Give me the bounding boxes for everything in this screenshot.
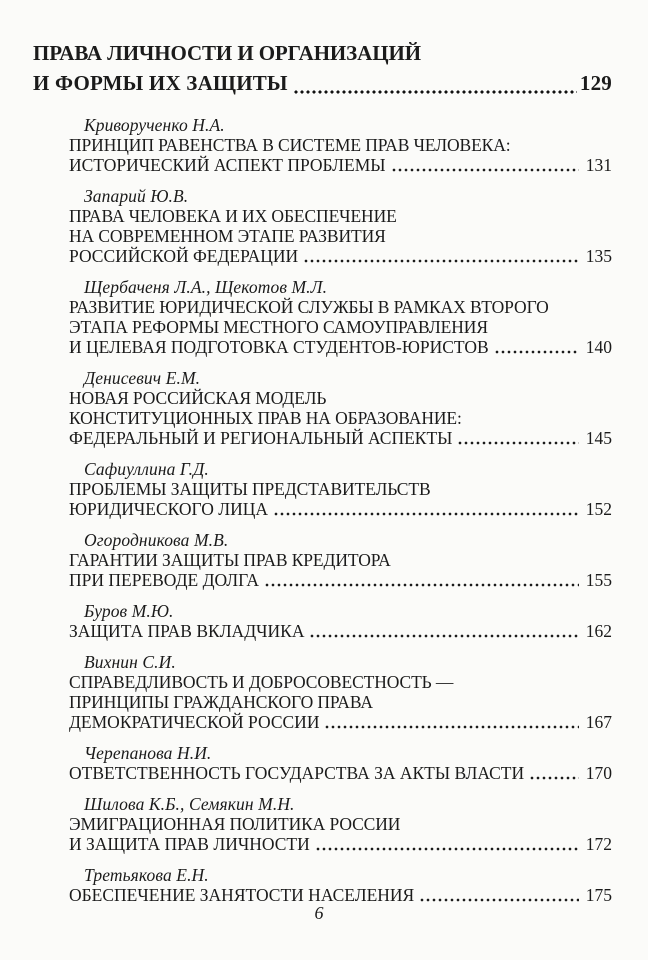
entry-authors: Черепанова Н.И.: [84, 743, 212, 763]
entry-title-line: ОТВЕТСТВЕННОСТЬ ГОСУДАРСТВА ЗА АКТЫ ВЛАСТИ: [69, 763, 525, 783]
dot-leader: [392, 168, 579, 172]
entry-title-last-row: [69, 763, 612, 783]
entry-page-number: 145: [585, 428, 612, 448]
toc-entry: [69, 743, 612, 783]
entry-title-line: ПРОБЛЕМЫ ЗАЩИТЫ ПРЕДСТАВИТЕЛЬСТВ: [69, 479, 431, 499]
entry-title-line: ЗАЩИТА ПРАВ ВКЛАДЧИКА: [69, 621, 305, 641]
entry-title-line: ЭТАПА РЕФОРМЫ МЕСТНОГО САМОУПРАВЛЕНИЯ: [69, 317, 488, 337]
entry-title-line: ПРИ ПЕРЕВОДЕ ДОЛГА: [69, 570, 259, 590]
entry-page-number: 172: [585, 834, 612, 854]
dot-leader: [304, 259, 579, 263]
section-page-number: 129: [579, 71, 612, 95]
toc-entry: [69, 459, 612, 519]
entry-authors: Третьякова Е.Н.: [84, 865, 209, 885]
dot-leader: [530, 776, 579, 780]
entry-title-last-row: [69, 834, 612, 854]
entry-title-last-row: [69, 246, 612, 266]
entry-title-line: КОНСТИТУЦИОННЫХ ПРАВ НА ОБРАЗОВАНИЕ:: [69, 408, 462, 428]
entry-page-number: 131: [585, 155, 612, 175]
entry-title-line: И ЦЕЛЕВАЯ ПОДГОТОВКА СТУДЕНТОВ-ЮРИСТОВ: [69, 337, 489, 357]
entry-title-line: ФЕДЕРАЛЬНЫЙ И РЕГИОНАЛЬНЫЙ АСПЕКТЫ: [69, 428, 453, 448]
entry-authors: Щербаченя Л.А., Щекотов М.Л.: [84, 277, 328, 297]
entry-page-number: 155: [585, 570, 612, 590]
entry-title-last-row: [69, 337, 612, 357]
dot-leader: [325, 725, 579, 729]
entry-page-number: 152: [585, 499, 612, 519]
entry-authors: Вихнин С.И.: [84, 652, 176, 672]
toc-entry: [69, 368, 612, 448]
entry-authors: Денисевич Е.М.: [84, 368, 201, 388]
entry-authors: Буров М.Ю.: [84, 601, 174, 621]
entry-authors: Криворученко Н.А.: [84, 115, 225, 135]
entry-page-number: 140: [585, 337, 612, 357]
toc-entry: [69, 794, 612, 854]
section-title-line-1: ПРАВА ЛИЧНОСТИ И ОРГАНИЗАЦИЙ: [33, 41, 421, 65]
entry-page-number: 170: [585, 763, 612, 783]
page-number-footer: 6: [314, 903, 324, 923]
entry-authors: Запарий Ю.В.: [84, 186, 189, 206]
toc-entry: [69, 865, 612, 905]
entry-title-line: ПРАВА ЧЕЛОВЕКА И ИХ ОБЕСПЕЧЕНИЕ: [69, 206, 397, 226]
entry-page-number: 167: [585, 712, 612, 732]
entry-title-line: И ЗАЩИТА ПРАВ ЛИЧНОСТИ: [69, 834, 310, 854]
entry-title-last-row: [69, 885, 612, 905]
dot-leader: [294, 90, 577, 94]
toc-entry: [69, 530, 612, 590]
entry-title-last-row: [69, 155, 612, 175]
toc-entry: [69, 652, 612, 732]
entry-authors: Сафиуллина Г.Д.: [84, 459, 209, 479]
entry-authors: Огородникова М.В.: [84, 530, 229, 550]
entry-title-line: СПРАВЕДЛИВОСТЬ И ДОБРОСОВЕСТНОСТЬ —: [69, 672, 454, 692]
entry-page-number: 175: [585, 885, 612, 905]
entry-title-last-row: [69, 570, 612, 590]
entry-title-line: НА СОВРЕМЕННОМ ЭТАПЕ РАЗВИТИЯ: [69, 226, 386, 246]
dot-leader: [274, 512, 579, 516]
entry-title-line: ПРИНЦИП РАВЕНСТВА В СИСТЕМЕ ПРАВ ЧЕЛОВЕКА:: [69, 135, 511, 155]
dot-leader: [458, 441, 579, 445]
entry-title-line: ЮРИДИЧЕСКОГО ЛИЦА: [69, 499, 269, 519]
toc-entry: [69, 277, 612, 357]
entry-page-number: 162: [585, 621, 612, 641]
section-title-line-2: И ФОРМЫ ИХ ЗАЩИТЫ: [33, 71, 288, 95]
entry-title-last-row: [69, 712, 612, 732]
entry-title-last-row: [69, 428, 612, 448]
toc-entry: [69, 186, 612, 266]
toc-entry: [69, 115, 612, 175]
toc-entry: [69, 601, 612, 641]
dot-leader: [310, 634, 579, 638]
entry-page-number: 135: [585, 246, 612, 266]
entry-title-line: ИСТОРИЧЕСКИЙ АСПЕКТ ПРОБЛЕМЫ: [69, 155, 386, 175]
section-header: [33, 38, 612, 98]
dot-leader: [316, 847, 579, 851]
dot-leader: [420, 898, 579, 902]
entry-title-line: РОССИЙСКОЙ ФЕДЕРАЦИИ: [69, 246, 299, 266]
entry-title-line: НОВАЯ РОССИЙСКАЯ МОДЕЛЬ: [69, 388, 327, 408]
entry-title-line: РАЗВИТИЕ ЮРИДИЧЕСКОЙ СЛУЖБЫ В РАМКАХ ВТОРОГО: [69, 297, 549, 317]
entry-title-last-row: [69, 621, 612, 641]
entry-title-line: ДЕМОКРАТИЧЕСКОЙ РОССИИ: [69, 712, 320, 732]
entry-title-line: ГАРАНТИИ ЗАЩИТЫ ПРАВ КРЕДИТОРА: [69, 550, 391, 570]
dot-leader: [495, 350, 579, 354]
section-title-line-2-row: [33, 68, 612, 98]
toc-entries: [69, 115, 612, 905]
entry-title-line: ОБЕСПЕЧЕНИЕ ЗАНЯТОСТИ НАСЕЛЕНИЯ: [69, 885, 415, 905]
entry-title-line: ПРИНЦИПЫ ГРАЖДАНСКОГО ПРАВА: [69, 692, 373, 712]
entry-authors: Шилова К.Б., Семякин М.Н.: [84, 794, 295, 814]
entry-title-line: ЭМИГРАЦИОННАЯ ПОЛИТИКА РОССИИ: [69, 814, 401, 834]
entry-title-last-row: [69, 499, 612, 519]
dot-leader: [265, 583, 579, 587]
